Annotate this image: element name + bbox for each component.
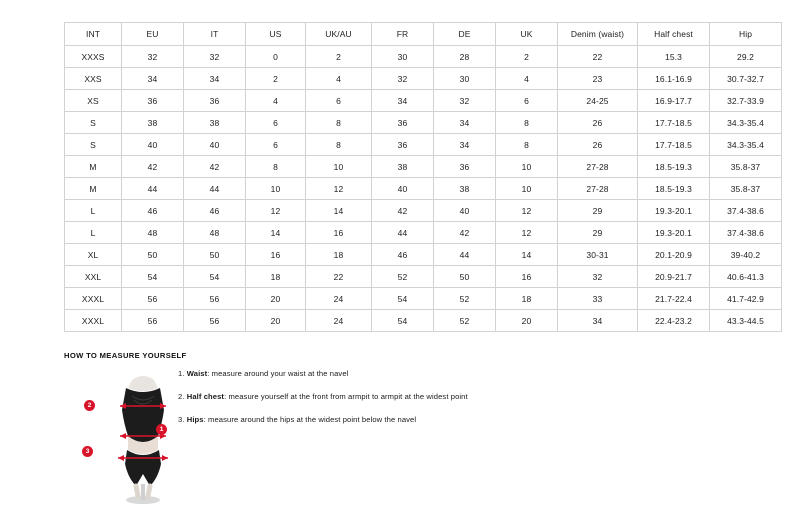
cell-half-chest: 18.5-19.3 xyxy=(638,156,710,178)
cell-uk: 6 xyxy=(496,90,558,112)
cell-hip: 35.8-37 xyxy=(710,178,782,200)
cell-ukau: 22 xyxy=(306,266,372,288)
measure-badge-3: 3 xyxy=(82,446,93,457)
cell-ukau: 2 xyxy=(306,46,372,68)
cell-hip: 40.6-41.3 xyxy=(710,266,782,288)
cell-half-chest: 18.5-19.3 xyxy=(638,178,710,200)
table-row xyxy=(65,244,782,266)
table-row xyxy=(65,112,782,134)
cell-int: M xyxy=(65,178,122,200)
cell-ukau: 14 xyxy=(306,200,372,222)
table-row xyxy=(65,156,782,178)
column-header-us: US xyxy=(246,23,306,46)
cell-half-chest: 21.7-22.4 xyxy=(638,288,710,310)
cell-half-chest: 19.3-20.1 xyxy=(638,222,710,244)
cell-de: 52 xyxy=(434,288,496,310)
cell-eu: 56 xyxy=(122,310,184,332)
cell-us: 14 xyxy=(246,222,306,244)
cell-half-chest: 20.1-20.9 xyxy=(638,244,710,266)
cell-uk: 14 xyxy=(496,244,558,266)
cell-it: 40 xyxy=(184,134,246,156)
cell-denim: 33 xyxy=(558,288,638,310)
cell-hip: 37.4-38.6 xyxy=(710,200,782,222)
cell-uk: 4 xyxy=(496,68,558,90)
cell-fr: 46 xyxy=(372,244,434,266)
cell-de: 42 xyxy=(434,222,496,244)
cell-us: 18 xyxy=(246,266,306,288)
cell-ukau: 6 xyxy=(306,90,372,112)
cell-us: 0 xyxy=(246,46,306,68)
cell-hip: 30.7-32.7 xyxy=(710,68,782,90)
table-row xyxy=(65,288,782,310)
table-row xyxy=(65,266,782,288)
cell-denim: 30-31 xyxy=(558,244,638,266)
table-row xyxy=(65,200,782,222)
cell-hip: 43.3-44.5 xyxy=(710,310,782,332)
cell-int: XL xyxy=(65,244,122,266)
cell-it: 56 xyxy=(184,310,246,332)
cell-eu: 50 xyxy=(122,244,184,266)
cell-int: XXXS xyxy=(65,46,122,68)
column-header-ukau: UK/AU xyxy=(306,23,372,46)
cell-uk: 16 xyxy=(496,266,558,288)
cell-us: 12 xyxy=(246,200,306,222)
cell-int: L xyxy=(65,200,122,222)
cell-it: 32 xyxy=(184,46,246,68)
cell-eu: 40 xyxy=(122,134,184,156)
cell-it: 42 xyxy=(184,156,246,178)
table-row xyxy=(65,310,782,332)
cell-denim: 22 xyxy=(558,46,638,68)
cell-eu: 42 xyxy=(122,156,184,178)
column-header-de: DE xyxy=(434,23,496,46)
table-row xyxy=(65,46,782,68)
cell-hip: 35.8-37 xyxy=(710,156,782,178)
cell-ukau: 12 xyxy=(306,178,372,200)
cell-denim: 26 xyxy=(558,112,638,134)
cell-half-chest: 17.7-18.5 xyxy=(638,112,710,134)
cell-half-chest: 20.9-21.7 xyxy=(638,266,710,288)
cell-denim: 34 xyxy=(558,310,638,332)
cell-it: 38 xyxy=(184,112,246,134)
cell-fr: 42 xyxy=(372,200,434,222)
cell-it: 54 xyxy=(184,266,246,288)
measure-step-3-number: 3. xyxy=(178,415,185,424)
measure-step-3-text: : measure around the hips at the widest point below the navel xyxy=(203,415,417,424)
cell-us: 10 xyxy=(246,178,306,200)
cell-us: 6 xyxy=(246,134,306,156)
cell-denim: 29 xyxy=(558,200,638,222)
cell-uk: 10 xyxy=(496,156,558,178)
cell-de: 40 xyxy=(434,200,496,222)
measure-step-3 xyxy=(178,414,598,425)
cell-de: 38 xyxy=(434,178,496,200)
cell-int: XS xyxy=(65,90,122,112)
cell-eu: 32 xyxy=(122,46,184,68)
cell-hip: 34.3-35.4 xyxy=(710,134,782,156)
cell-uk: 2 xyxy=(496,46,558,68)
cell-denim: 27-28 xyxy=(558,178,638,200)
cell-denim: 24-25 xyxy=(558,90,638,112)
cell-hip: 34.3-35.4 xyxy=(710,112,782,134)
column-header-half-chest: Half chest xyxy=(638,23,710,46)
cell-hip: 32.7-33.9 xyxy=(710,90,782,112)
measure-step-1 xyxy=(178,368,598,379)
cell-half-chest: 22.4-23.2 xyxy=(638,310,710,332)
cell-de: 32 xyxy=(434,90,496,112)
cell-fr: 36 xyxy=(372,134,434,156)
column-header-int: INT xyxy=(65,23,122,46)
cell-int: XXS xyxy=(65,68,122,90)
cell-uk: 8 xyxy=(496,134,558,156)
cell-fr: 30 xyxy=(372,46,434,68)
cell-it: 34 xyxy=(184,68,246,90)
cell-fr: 36 xyxy=(372,112,434,134)
cell-denim: 32 xyxy=(558,266,638,288)
cell-ukau: 4 xyxy=(306,68,372,90)
cell-de: 36 xyxy=(434,156,496,178)
cell-hip: 39-40.2 xyxy=(710,244,782,266)
cell-ukau: 18 xyxy=(306,244,372,266)
cell-fr: 54 xyxy=(372,288,434,310)
cell-ukau: 10 xyxy=(306,156,372,178)
cell-uk: 12 xyxy=(496,222,558,244)
cell-fr: 44 xyxy=(372,222,434,244)
cell-de: 34 xyxy=(434,134,496,156)
cell-int: XXL xyxy=(65,266,122,288)
cell-de: 34 xyxy=(434,112,496,134)
cell-hip: 37.4-38.6 xyxy=(710,222,782,244)
size-conversion-table xyxy=(64,22,782,332)
cell-uk: 10 xyxy=(496,178,558,200)
cell-denim: 26 xyxy=(558,134,638,156)
measure-steps-list xyxy=(178,368,598,437)
cell-eu: 34 xyxy=(122,68,184,90)
cell-denim: 29 xyxy=(558,222,638,244)
cell-uk: 20 xyxy=(496,310,558,332)
cell-eu: 36 xyxy=(122,90,184,112)
table-row xyxy=(65,90,782,112)
cell-int: S xyxy=(65,134,122,156)
cell-it: 50 xyxy=(184,244,246,266)
cell-uk: 12 xyxy=(496,200,558,222)
measure-step-2-term: Half chest xyxy=(186,392,225,401)
table-row xyxy=(65,178,782,200)
cell-us: 20 xyxy=(246,288,306,310)
cell-fr: 34 xyxy=(372,90,434,112)
cell-eu: 48 xyxy=(122,222,184,244)
cell-ukau: 24 xyxy=(306,310,372,332)
size-conversion-table-wrapper xyxy=(64,22,764,332)
measure-step-2-text: : measure yourself at the front from armpit to armpit at the widest point xyxy=(224,392,468,401)
cell-de: 30 xyxy=(434,68,496,90)
cell-it: 44 xyxy=(184,178,246,200)
cell-fr: 40 xyxy=(372,178,434,200)
cell-us: 6 xyxy=(246,112,306,134)
cell-de: 52 xyxy=(434,310,496,332)
cell-ukau: 8 xyxy=(306,112,372,134)
table-header-row xyxy=(65,23,782,46)
column-header-eu: EU xyxy=(122,23,184,46)
cell-us: 16 xyxy=(246,244,306,266)
cell-it: 48 xyxy=(184,222,246,244)
cell-us: 2 xyxy=(246,68,306,90)
table-row xyxy=(65,134,782,156)
column-header-denim: Denim (waist) xyxy=(558,23,638,46)
cell-half-chest: 17.7-18.5 xyxy=(638,134,710,156)
measure-step-1-term: Waist xyxy=(186,369,208,378)
table-row xyxy=(65,68,782,90)
measure-step-1-text: : measure around your waist at the navel xyxy=(207,369,349,378)
cell-it: 56 xyxy=(184,288,246,310)
cell-int: XXXL xyxy=(65,288,122,310)
cell-denim: 27-28 xyxy=(558,156,638,178)
cell-fr: 52 xyxy=(372,266,434,288)
column-header-fr: FR xyxy=(372,23,434,46)
column-header-it: IT xyxy=(184,23,246,46)
cell-int: M xyxy=(65,156,122,178)
cell-half-chest: 16.1-16.9 xyxy=(638,68,710,90)
cell-fr: 32 xyxy=(372,68,434,90)
cell-fr: 54 xyxy=(372,310,434,332)
cell-half-chest: 16.9-17.7 xyxy=(638,90,710,112)
cell-int: S xyxy=(65,112,122,134)
cell-fr: 38 xyxy=(372,156,434,178)
cell-half-chest: 15.3 xyxy=(638,46,710,68)
measure-step-2-number: 2. xyxy=(178,392,185,401)
cell-it: 46 xyxy=(184,200,246,222)
cell-ukau: 24 xyxy=(306,288,372,310)
cell-ukau: 16 xyxy=(306,222,372,244)
how-to-measure-title: HOW TO MEASURE YOURSELF xyxy=(64,351,187,360)
cell-denim: 23 xyxy=(558,68,638,90)
cell-eu: 56 xyxy=(122,288,184,310)
cell-half-chest: 19.3-20.1 xyxy=(638,200,710,222)
measure-step-3-term: Hips xyxy=(186,415,204,424)
cell-us: 8 xyxy=(246,156,306,178)
cell-hip: 41.7-42.9 xyxy=(710,288,782,310)
measure-badge-1: 1 xyxy=(156,424,167,435)
measure-step-2 xyxy=(178,391,598,402)
cell-int: L xyxy=(65,222,122,244)
cell-de: 50 xyxy=(434,266,496,288)
cell-hip: 29.2 xyxy=(710,46,782,68)
column-header-uk: UK xyxy=(496,23,558,46)
cell-us: 20 xyxy=(246,310,306,332)
cell-eu: 46 xyxy=(122,200,184,222)
cell-de: 28 xyxy=(434,46,496,68)
cell-uk: 18 xyxy=(496,288,558,310)
cell-int: XXXL xyxy=(65,310,122,332)
cell-de: 44 xyxy=(434,244,496,266)
cell-ukau: 8 xyxy=(306,134,372,156)
column-header-hip: Hip xyxy=(710,23,782,46)
cell-eu: 38 xyxy=(122,112,184,134)
cell-it: 36 xyxy=(184,90,246,112)
table-row xyxy=(65,222,782,244)
cell-eu: 44 xyxy=(122,178,184,200)
measure-badge-2: 2 xyxy=(84,400,95,411)
cell-us: 4 xyxy=(246,90,306,112)
cell-eu: 54 xyxy=(122,266,184,288)
measure-step-1-number: 1. xyxy=(178,369,185,378)
cell-uk: 8 xyxy=(496,112,558,134)
